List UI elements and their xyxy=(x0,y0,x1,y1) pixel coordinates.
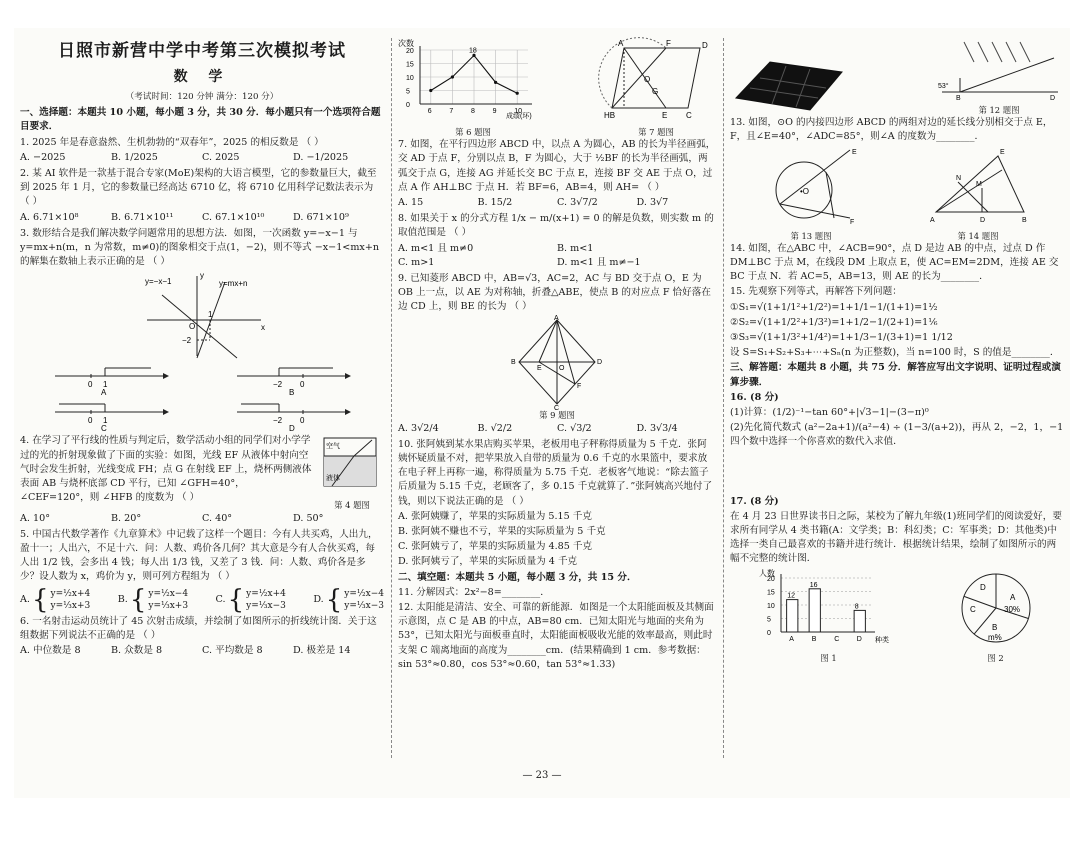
q9-label-c: C xyxy=(554,404,560,412)
fig12-panel-body xyxy=(736,62,842,110)
q9-options xyxy=(398,422,716,436)
page-number: — 23 — xyxy=(522,770,562,781)
q3-nl-b-tick-label-0: −2 xyxy=(273,380,283,390)
fig17-bar-label: 12 xyxy=(786,592,795,600)
q5-option-a xyxy=(20,584,91,615)
fig12-side-view xyxy=(934,38,1064,100)
fig6-point xyxy=(494,81,497,84)
q9-stem: 9. 已知菱形 ABCD 中，AB=√3，AC=2，AC 与 BD 交于点 O，E 为 OB 上一点，以 AE 为对称轴，折叠△ABE，使点 B 的对应点 F 恰好落在边 CD 上，则 BE 的长为 （ ） xyxy=(398,273,711,313)
q9-label-a: A xyxy=(554,314,559,322)
fig7-label-e: E xyxy=(662,111,668,120)
q6-option-a: A. 中位数是 8 xyxy=(20,645,81,657)
fig17-pie-label-a: A xyxy=(1009,592,1015,602)
q8-option-a: A. m<1 且 m≠0 xyxy=(398,242,474,254)
fig6-line-chart xyxy=(398,38,548,122)
fig17-row xyxy=(730,568,1064,664)
fig6-ytick-label: 20 xyxy=(406,48,414,55)
q10-option-d: D. 张阿姨亏了，苹果的实际质量为 4 千克 xyxy=(398,556,578,568)
q3-numberline-a xyxy=(51,362,171,396)
fig17-bar xyxy=(809,588,820,631)
fig6-peak-label: 18 xyxy=(469,47,477,55)
q1-option-a: A. −2025 xyxy=(20,151,66,163)
q7-stem: 7. 如图，在平行四边形 ABCD 中，以点 A 为圆心，AB 的长为半径画弧，交 AD 于点 F，分别以点 B，F 为圆心，大于 ½BF 的长为半径画弧，两弧交于点 G，连接 AG 并延长交 BC 于点 E，连接 BF 交 AE 于点 O，过点 A 作 AH⊥BC 于点 H．若 BF=6，AB=4，则 AH= （ ） xyxy=(398,139,716,193)
q6-options xyxy=(20,644,384,658)
fig17-pie-label-b: B xyxy=(991,622,997,632)
fig12-angle: 53° xyxy=(938,83,949,90)
fig17-bar-label: 16 xyxy=(809,581,818,589)
q4-beaker xyxy=(320,434,384,494)
q9-rhombus xyxy=(507,316,607,410)
q5-option-d xyxy=(313,584,384,615)
fig7-caption: 第 7 题图 xyxy=(638,127,674,138)
fig17-category-label: B xyxy=(811,635,816,643)
q5-option-d-brace: { xyxy=(325,584,343,615)
q4-option-c: C. 40° xyxy=(202,512,233,524)
q13-stem: 13. 如图，⊙O 的内接四边形 ABCD 的两组对边的延长线分别相交于点 E，F，且∠E=40°，∠ADC=85°，则∠A 的度数为________． xyxy=(730,117,1053,143)
fig17-xlabel: 种类 xyxy=(874,636,889,644)
q8-stem: 8. 如果关于 x 的分式方程 1/x − m/(x+1) = 0 的解是负数，则实数 m 的取值范围是 （ ） xyxy=(398,213,714,239)
q16-part-1: (1)计算：(1/2)⁻¹−tan 60°+|√3−1|−(3−π)⁰ xyxy=(730,407,929,419)
q4-option-b: B. 20° xyxy=(111,512,142,524)
q3-label-x: x xyxy=(261,323,265,333)
q5-option-c xyxy=(215,584,286,615)
q3-numberlines-row-2 xyxy=(20,398,384,432)
fig13-label-f: F xyxy=(850,218,855,226)
q3-nl-c-letter: C xyxy=(101,424,107,434)
q5-option-d-eq1: y=½x−4 xyxy=(344,588,384,599)
fig17-ytick-label: 0 xyxy=(766,629,771,637)
fig7-label-hb: HB xyxy=(604,111,616,120)
fig6-xtick-label: 7 xyxy=(449,108,454,115)
q15-line-3: ③S₃=√(1+1/3²+1/4²)=1+1/3−1/(3+1)=1 1/12 xyxy=(730,332,953,344)
q15-stem: 15. 先观察下列等式，再解答下列问题： xyxy=(730,286,902,298)
q3-line-1 xyxy=(162,295,237,358)
q3-nl-d-tick-label-1: 0 xyxy=(300,416,305,426)
fig13-label-e: E xyxy=(852,148,857,156)
fig13-caption: 第 13 题图 xyxy=(790,230,832,241)
fig13-line-1 xyxy=(780,150,850,204)
fig14-wrap xyxy=(928,146,1028,242)
q17-stem: 在 4 月 23 日世界读书日之际，某校为了解九年级(1)班同学们的阅读爱好，要求所有同学从 4 类书籍(A：文学类；B：科幻类；C：军事类；D：其他类)中选择一类自己最喜欢的书籍并进行统计．根据统计结果，绘制了如图所示的两幅不完整的统计图． xyxy=(730,510,1062,565)
fig12-panel-side xyxy=(960,58,1054,92)
fig17-bar-label: 8 xyxy=(854,603,859,611)
q14-stem: 14. 如图，在△ABC 中，∠ACB=90°，点 D 是边 AB 的中点，过点 D 作 DM⊥BC 于点 M，在线段 DM 上取点 E，使 AC=EM=2DM，连接 AE 交 BC 于点 N．若 AC=5，AB=13，则 AE 的长为________． xyxy=(730,242,1059,283)
q5-option-d-eq2: y=⅓x−3 xyxy=(344,600,384,611)
fig14-label-n: N xyxy=(956,174,962,182)
fig14-label-b: B xyxy=(1022,216,1027,224)
fig6-ytick-label: 15 xyxy=(406,61,414,69)
q3-label-l1: y=−x−1 xyxy=(145,277,172,287)
exam-sheet xyxy=(14,28,1070,798)
fig12-ray-1 xyxy=(964,42,974,62)
fig14-label-e: E xyxy=(1000,148,1005,156)
q4-block xyxy=(20,434,384,510)
fig12-solar-panel xyxy=(730,54,848,116)
q3-nl-b-arrow xyxy=(345,373,351,379)
fig-row-6-7 xyxy=(398,38,716,138)
fig17-bar xyxy=(854,610,865,632)
fig12-label-b: B xyxy=(956,95,961,102)
q6-option-d: D. 极差是 14 xyxy=(293,645,351,657)
q8-option-c: C. m>1 xyxy=(398,256,435,268)
q8-options xyxy=(398,242,716,270)
fig17-bar-wrap xyxy=(759,568,899,664)
fig17-ytick-label: 15 xyxy=(766,589,775,597)
fig12-ray-3 xyxy=(992,42,1002,62)
q15-line-4: 设 S=S₁+S₂+S₃+⋯+Sₙ(n 为正整数)，当 n=100 时，S 的值是________． xyxy=(730,347,1060,359)
q8-option-b: B. m<1 xyxy=(557,242,594,254)
q3-nl-d-tick-label-0: −2 xyxy=(273,416,283,426)
q2-options xyxy=(20,211,384,225)
q5-option-a-eq1: y=½x+4 xyxy=(50,588,91,599)
fig17-pie-label-a-pct: 30% xyxy=(1003,604,1020,614)
column-2 xyxy=(398,38,716,764)
q8-option-d: D. m<1 且 m≠−1 xyxy=(557,256,641,268)
q3-numberline-d xyxy=(233,398,353,432)
fig7-label-f: F xyxy=(666,39,671,48)
fig13-wrap xyxy=(766,146,856,242)
fig17-cap2: 图 2 xyxy=(987,652,1004,663)
q5-option-b-eqs xyxy=(148,588,188,612)
section-2-heading: 二、填空题：本题共 5 小题，每小题 3 分，共 15 分． xyxy=(398,571,637,583)
q16-head: 16. (8 分) xyxy=(730,391,779,403)
q1-option-c: C. 2025 xyxy=(202,151,240,163)
column-3 xyxy=(730,38,1064,764)
q1-options xyxy=(20,151,384,165)
q15-line-2: ②S₂=√(1+1/2²+1/3²)=1+1/2−1/(2+1)=1⅙ xyxy=(730,316,938,328)
fig6-wrap xyxy=(398,38,548,138)
q3-nl-b-letter: B xyxy=(289,388,295,398)
q10-stem: 10. 张阿姨到某水果店购买苹果，老板用电子秤称得质量为 5 千克．张阿姨怀疑质量不对，把苹果放入自带的质量为 0.6 千克的水果篮中，要求放在电子秤上再称一遍，称得质量为 5.75 千克．老板客气地说：“除去篮子后质量为 5.15 千克，老顾客了，多 0.15 千克就算了．”张阿姨高兴地付了钱，则以下说法正确的是 （ ） xyxy=(398,438,713,507)
q5-option-b-letter: B. xyxy=(117,593,128,605)
fig17-bar xyxy=(786,599,797,631)
q3-nl-a-tick-label-0: 0 xyxy=(88,380,93,390)
q5-option-c-eq2: y=⅓x−3 xyxy=(246,600,286,611)
fig6-caption: 第 6 题图 xyxy=(455,127,491,138)
exam-meta: （考试时间：120 分钟 满分：120 分） xyxy=(125,92,279,102)
q6-option-c: C. 平均数是 8 xyxy=(202,645,263,657)
fig12-row xyxy=(730,38,1064,116)
fig7-bf xyxy=(612,48,666,108)
fig17-category-label: A xyxy=(788,635,794,643)
fig17-cap1: 图 1 xyxy=(820,652,837,663)
fig6-xtick-label: 10 xyxy=(514,108,522,115)
fig6-xtick-label: 8 xyxy=(471,108,475,115)
fig6-xlabel: 成绩(环) xyxy=(506,113,532,120)
fig14-cn xyxy=(958,182,988,212)
q4-text xyxy=(20,434,314,510)
q5-option-d-letter: D. xyxy=(313,593,324,605)
fig6-ytick-label: 5 xyxy=(406,88,410,96)
q3-nl-d-arrow xyxy=(345,409,351,415)
q3-label-y: y xyxy=(200,271,204,281)
q9-option-a: A. 3√2/4 xyxy=(398,422,439,434)
q9-label-b: B xyxy=(511,358,516,366)
q9-caption: 第 9 题图 xyxy=(539,409,575,420)
q7-option-a: A. 15 xyxy=(398,197,424,209)
q10-option-c: C. 张阿姨亏了，苹果的实际质量为 4.85 千克 xyxy=(398,541,593,553)
q1-stem: 1. 2025 年是春意盎然、生机勃勃的“双春年”，2025 的相反数是 （ ） xyxy=(20,136,324,148)
q5-option-a-eq2: y=⅓x+3 xyxy=(50,600,91,611)
q5-option-b xyxy=(117,584,189,615)
fig6-ytick-label: 0 xyxy=(406,102,410,109)
fig13-label-o: •O xyxy=(800,186,810,196)
section-3-heading: 三、解答题：本题共 8 小题，共 75 分．解答应写出文字说明、证明过程或演算步骤． xyxy=(730,362,1061,388)
column-divider-2 xyxy=(723,38,724,758)
q9-ae xyxy=(539,320,557,362)
q3-nl-a-letter: A xyxy=(101,388,107,398)
q5-stem: 5. 中国古代数学著作《九章算术》中记载了这样一个题目：今有人共买鸡，人出九，盈十一；人出六，不足十六．问：人数、鸡价各几何？其大意是今有人合伙买鸡，每人出 1/2 钱，会多出 4 钱；每人出 1/3 钱，又差了 3 钱．问：人数、鸡价各是多少？设人数为 x，鸡价为 y，则可列方程组为 （ ） xyxy=(20,528,378,583)
q1-option-b: B. 1/2025 xyxy=(111,151,158,163)
q5-option-c-brace: { xyxy=(227,584,245,615)
q7-option-c: C. 3√7/2 xyxy=(557,197,598,209)
q9-label-o: O xyxy=(559,364,565,372)
fig12-label-d: D xyxy=(1050,95,1056,102)
fig14-label-m: M xyxy=(976,180,982,188)
q4-stem: 4. 在学习了平行线的性质与判定后，数学活动小组的同学们对小学学过的光的折射现象做了下面的实验：如图，光线 EF 从液体中射向空气时会发生折射，光线变成 FH；点 G 在射线 EF 上，烧杯两侧液体表面 AB 与烧杯底部 CD 平行，已知 ∠GFH=40°，∠CEF=120°，则 ∠HFB 的度数为 （ ） xyxy=(20,435,312,504)
fig12-ray-2 xyxy=(978,42,988,62)
q5-option-a-eqs xyxy=(51,588,91,612)
q3-label-one: 1 xyxy=(208,310,213,320)
q5-option-a-brace: { xyxy=(31,584,49,615)
fig12-ray-4 xyxy=(1006,42,1016,62)
q12-stem: 12. 太阳能是清洁、安全、可靠的新能源．如图是一个太阳能面板及其侧面示意图，点 C 是 AB 的中点，AB=80 cm．已知太阳光与地面的夹角为 53°，已知太阳光与面板垂直时，太阳能面板吸收光能的效率最高，则此时支架 C 端离地面的高度为________cm．(结果精确到 1 cm．参考数据：sin 53°≈0.80，cos 53°≈0.60，tan 53°≈1.33) xyxy=(398,602,714,670)
fig7-parallelogram xyxy=(596,38,716,122)
fig12-caption: 第 12 题图 xyxy=(978,105,1020,116)
q4-figure xyxy=(320,434,384,510)
q17-head: 17. (8 分) xyxy=(730,495,779,507)
q3-numberlines-row-1 xyxy=(20,362,384,396)
q1-option-d: D. −1/2025 xyxy=(293,151,349,163)
fig17-category-label: C xyxy=(833,635,839,643)
section-1-heading: 一、选择题：本题共 10 小题，每小题 3 分，共 30 分．每小题只有一个选项符合题目要求． xyxy=(20,107,381,133)
exam-subject: 数 学 xyxy=(173,69,231,85)
q3-label-m2: −2 xyxy=(182,336,192,346)
q10-option-a: A. 张阿姨赚了，苹果的实际质量为 5.15 千克 xyxy=(398,510,592,522)
q3-numberline-c xyxy=(51,398,171,432)
q5-option-b-brace: { xyxy=(129,584,147,615)
q16-answer-space xyxy=(730,451,1064,495)
fig17-bar-chart xyxy=(759,568,899,648)
q3-nl-c-tick-label-0: 0 xyxy=(88,416,93,426)
fig17-pie-divider xyxy=(964,596,996,608)
q11-stem: 11. 分解因式：2x²−8=________． xyxy=(398,586,550,598)
column-divider-1 xyxy=(391,38,392,758)
q5-option-c-letter: C. xyxy=(215,593,226,605)
q3-nl-d-letter: D xyxy=(289,424,295,434)
exam-title: 日照市新营中学中考第三次模拟考试 xyxy=(58,41,346,61)
fig17-pie-label-b-pct: m% xyxy=(987,632,1002,642)
fig17-pie-label-d: D xyxy=(979,582,986,592)
q4-option-d: D. 50° xyxy=(293,512,324,524)
q6-stem: 6. 一名射击运动员统计了 45 次射击成绩，并绘制了如图所示的折线统计图．关于这组数据下列说法不正确的是 （ ） xyxy=(20,615,377,641)
q4-air-label: 空气 xyxy=(326,443,340,451)
q4-ray-fh xyxy=(354,440,372,456)
fig14-caption: 第 14 题图 xyxy=(957,230,999,241)
fig7-label-g: G xyxy=(652,87,659,96)
q7-options xyxy=(398,196,716,210)
fig14-ae xyxy=(936,170,1002,212)
q5-options xyxy=(20,584,384,615)
q4-options xyxy=(20,512,384,526)
q3-nl-c-arrow xyxy=(163,409,169,415)
q2-option-d: D. 671×10⁹ xyxy=(293,211,349,223)
q9-option-d: D. 3√3/4 xyxy=(636,422,678,434)
fig12-ray-5 xyxy=(1020,42,1030,62)
q9-label-e: E xyxy=(537,364,542,372)
fig14-label-a: A xyxy=(930,216,935,224)
q3-label-o: O xyxy=(189,322,196,332)
q3-numberline-b xyxy=(233,362,353,396)
fig13-14-row xyxy=(730,146,1064,242)
q9-label-f: F xyxy=(577,382,582,390)
fig17-pie-chart xyxy=(956,568,1036,648)
fig17-pie-wrap xyxy=(956,568,1036,664)
q3-graph xyxy=(137,270,267,360)
q3-nl-c-tick-label-1: 1 xyxy=(103,416,108,426)
q4-caption: 第 4 题图 xyxy=(334,499,370,510)
q3-stem: 3. 数形结合是我们解决数学问题常用的思想方法．如图，一次函数 y=−x−1 与 y=mx+n(m，n 为常数，m≠0)的图象相交于点(1，−2)，则不等式 −x−1<mx+n 的解集在数轴上表示正确的是 （ ） xyxy=(20,227,380,268)
fig17-ytick-label: 20 xyxy=(766,575,775,583)
q3-nl-b-tick-label-1: 0 xyxy=(300,380,305,390)
q10-option-b: B. 张阿姨不赚也不亏，苹果的实际质量为 5 千克 xyxy=(398,526,606,538)
fig17-ytick-label: 5 xyxy=(766,616,771,624)
q2-option-b: B. 6.71×10¹¹ xyxy=(111,211,174,223)
q7-option-d: D. 3√7 xyxy=(636,197,669,209)
q4-option-a: A. 10° xyxy=(20,512,51,524)
q4-liquid-label: 液体 xyxy=(326,475,340,483)
fig17-ylabel: 人数 xyxy=(758,568,775,578)
q6-option-b: B. 众数是 8 xyxy=(111,645,163,657)
fig6-point xyxy=(451,75,454,78)
q9-label-d: D xyxy=(597,358,603,366)
q2-stem: 2. 某 AI 软件是一款基于混合专家(MoE)架构的大语言模型，它的参数量巨大，截至到 2025 年 1 月，它的参数量已经高达 6710 亿，将 6710 亿用科学记数法表示为 （ ） xyxy=(20,168,377,208)
q7-option-b: B. 15/2 xyxy=(477,197,513,209)
q5-option-a-letter: A. xyxy=(20,593,30,605)
fig14-triangle xyxy=(928,146,1028,226)
q3-label-l2: y=mx+n xyxy=(219,279,248,289)
fig17-category-label: D xyxy=(856,635,862,643)
fig6-xtick-label: 9 xyxy=(492,108,497,115)
q5-option-c-eqs xyxy=(246,588,286,612)
q2-option-c: C. 67.1×10¹⁰ xyxy=(202,211,265,223)
q3-nl-a-tick-label-1: 1 xyxy=(103,380,108,390)
fig7-label-a: A xyxy=(618,39,624,48)
fig6-point xyxy=(429,89,432,92)
fig7-wrap xyxy=(596,38,716,138)
q5-option-b-eq2: y=⅓x+3 xyxy=(148,600,189,611)
fig13-circle xyxy=(766,146,856,226)
fig7-label-c: C xyxy=(686,111,692,120)
fig12-side-wrap xyxy=(934,38,1064,116)
q9-option-b: B. √2/2 xyxy=(477,422,513,434)
q3-nl-a-arrow xyxy=(163,373,169,379)
fig17-pie-label-c: C xyxy=(969,604,976,614)
fig6-ytick-label: 10 xyxy=(406,75,414,82)
fig7-label-o: O xyxy=(644,75,651,84)
fig6-ylabel: 次数 xyxy=(398,39,414,48)
fig7-abcd xyxy=(612,48,700,108)
q2-option-a: A. 6.71×10⁸ xyxy=(20,211,79,223)
q15-line-1: ①S₁=√(1+1/1²+1/2²)=1+1/1−1/(1+1)=1½ xyxy=(730,301,938,313)
fig7-label-d: D xyxy=(702,41,708,50)
q16-part-2: (2)先化简代数式 (a²−2a+1)/(a²−4) ÷ (1−3/(a+2))，再从 2，−2，1，−1 四个数中选择一个你喜欢的数代入求值． xyxy=(730,422,1064,448)
fig14-label-d: D xyxy=(980,216,986,224)
column-1 xyxy=(20,38,384,764)
fig17-ytick-label: 10 xyxy=(766,602,775,610)
q9-option-c: C. √3/2 xyxy=(557,422,592,434)
q5-option-d-eqs xyxy=(344,588,384,612)
fig6-point xyxy=(516,92,519,95)
q5-option-b-eq1: y=½x−4 xyxy=(148,588,189,599)
fig6-xtick-label: 6 xyxy=(427,108,432,115)
q5-option-c-eq1: y=½x+4 xyxy=(246,588,286,599)
